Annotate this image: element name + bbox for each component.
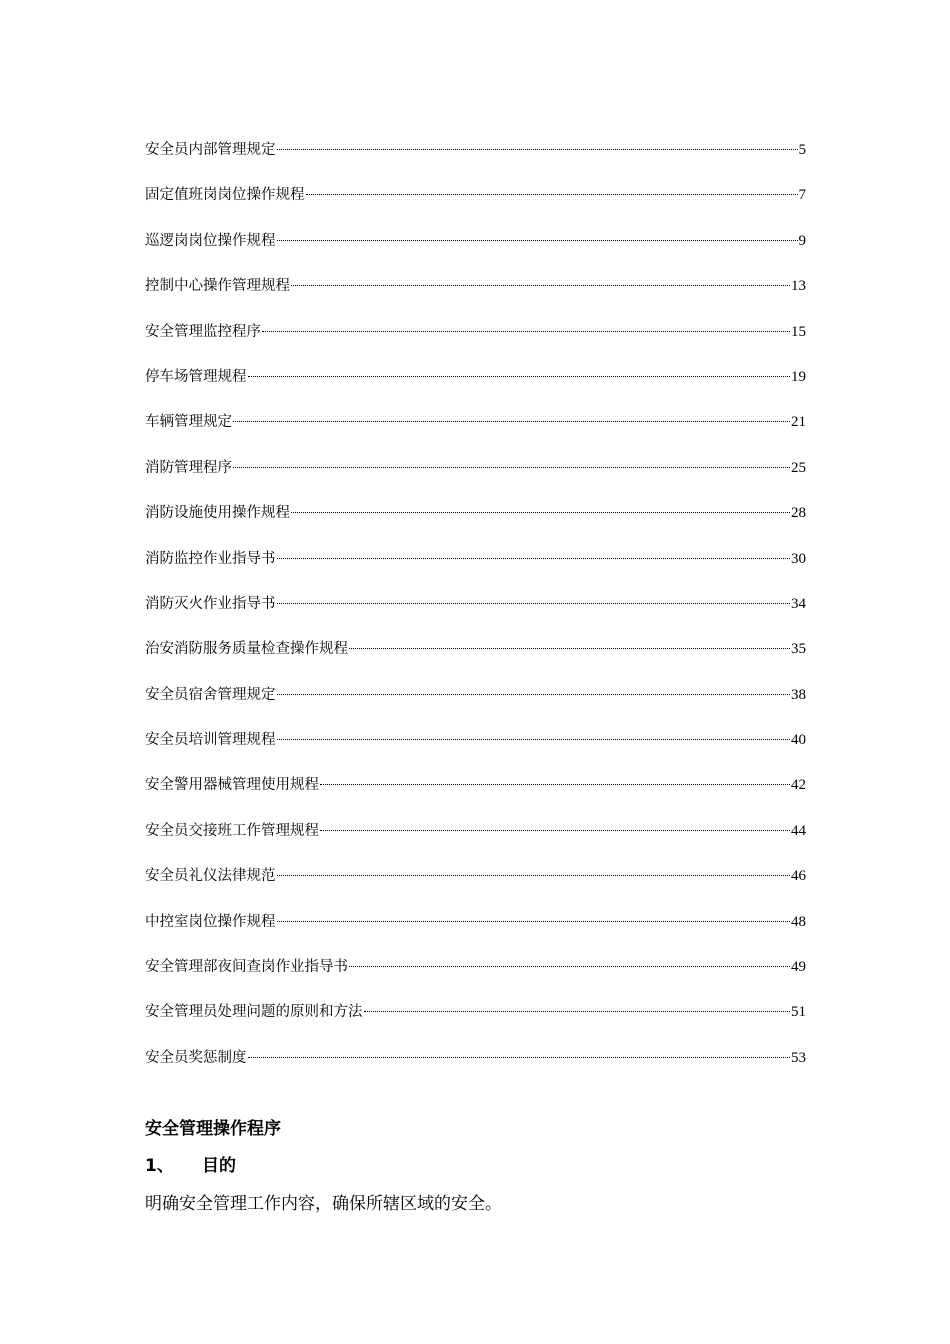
- toc-entry-title: 巡逻岗岗位操作规程: [145, 232, 276, 249]
- toc-entry[interactable]: [145, 772, 806, 817]
- toc-leader-dots: [277, 739, 791, 740]
- toc-entry[interactable]: [145, 137, 806, 182]
- toc-leader-dots: [248, 1057, 791, 1058]
- toc-entry[interactable]: [145, 954, 806, 999]
- toc-entry-page: 28: [791, 505, 806, 522]
- toc-entry-page: 19: [791, 368, 806, 385]
- toc-entry-title: 消防监控作业指导书: [145, 550, 276, 567]
- toc-entry-title: 安全员培训管理规程: [145, 732, 276, 749]
- toc-leader-dots: [320, 784, 790, 785]
- toc-leader-dots: [291, 285, 790, 286]
- heading-number: 1、: [145, 1156, 174, 1176]
- toc-entry-page: 13: [791, 278, 806, 295]
- toc-entry-title: 消防设施使用操作规程: [145, 505, 290, 522]
- toc-entry[interactable]: [145, 863, 806, 908]
- toc-entry[interactable]: [145, 319, 806, 364]
- heading-text: 目的: [202, 1156, 236, 1176]
- toc-entry-title: 车辆管理规定: [145, 414, 232, 431]
- toc-entry-title: 安全员奖惩制度: [145, 1049, 247, 1066]
- toc-entry-page: 21: [791, 414, 806, 431]
- toc-entry-page: 53: [791, 1049, 806, 1066]
- toc-entry-page: 38: [791, 686, 806, 703]
- toc-entry-title: 安全管理部夜间查岗作业指导书: [145, 959, 348, 976]
- toc-entry[interactable]: [145, 636, 806, 681]
- toc-entry[interactable]: [145, 682, 806, 727]
- toc-entry[interactable]: [145, 999, 806, 1044]
- toc-entry[interactable]: [145, 455, 806, 500]
- toc-entry-page: 5: [798, 142, 806, 158]
- toc-entry-title: 安全管理监控程序: [145, 323, 261, 340]
- toc-entry[interactable]: [145, 727, 806, 772]
- toc-entry-title: 消防管理程序: [145, 459, 232, 476]
- toc-entry-title: 消防灭火作业指导书: [145, 595, 276, 612]
- section-heading: [145, 1152, 806, 1180]
- toc-leader-dots: [248, 376, 791, 377]
- toc-entry-title: 安全员礼仪法律规范: [145, 868, 276, 885]
- toc-entry-page: 49: [791, 959, 806, 976]
- body-paragraph: 明确安全管理工作内容，确保所辖区域的安全。: [145, 1194, 502, 1214]
- toc-entry-title: 固定值班岗岗位操作规程: [145, 187, 305, 204]
- toc-entry-page: 40: [791, 732, 806, 749]
- toc-entry-title: 治安消防服务质量检查操作规程: [145, 641, 348, 658]
- toc-leader-dots: [320, 830, 790, 831]
- toc-entry-title: 安全管理员处理问题的原则和方法: [145, 1004, 363, 1021]
- toc-entry-title: 安全员宿舍管理规定: [145, 686, 276, 703]
- toc-entry-title: 安全员内部管理规定: [145, 142, 276, 158]
- toc-entry-page: 25: [791, 459, 806, 476]
- toc-entry[interactable]: [145, 546, 806, 591]
- toc-entry-page: 9: [798, 232, 806, 249]
- toc-entry-title: 安全警用器械管理使用规程: [145, 777, 319, 794]
- toc-leader-dots: [233, 467, 790, 468]
- toc-entry-page: 48: [791, 913, 806, 930]
- toc-leader-dots: [277, 921, 791, 922]
- toc-leader-dots: [277, 603, 791, 604]
- toc-leader-dots: [233, 421, 790, 422]
- toc-leader-dots: [277, 694, 791, 695]
- toc-entry[interactable]: [145, 364, 806, 409]
- toc-leader-dots: [262, 331, 790, 332]
- toc-entry[interactable]: [145, 228, 806, 273]
- toc-entry-page: 42: [791, 777, 806, 794]
- toc-entry-page: 35: [791, 641, 806, 658]
- section-title: 安全管理操作程序: [145, 1119, 281, 1139]
- toc-leader-dots: [277, 875, 791, 876]
- toc-entry[interactable]: [145, 273, 806, 318]
- toc-leader-dots: [364, 1011, 791, 1012]
- toc-leader-dots: [277, 558, 791, 559]
- toc-entry[interactable]: [145, 182, 806, 227]
- toc-entry[interactable]: [145, 409, 806, 454]
- toc-entry-page: 34: [791, 595, 806, 612]
- toc-entry-page: 30: [791, 550, 806, 567]
- toc-entry-title: 停车场管理规程: [145, 368, 247, 385]
- toc-entry[interactable]: [145, 1045, 806, 1090]
- toc-entry-title: 中控室岗位操作规程: [145, 913, 276, 930]
- toc-leader-dots: [349, 966, 790, 967]
- toc-leader-dots: [349, 648, 790, 649]
- toc-entry-page: 44: [791, 822, 806, 839]
- table-of-contents: [145, 137, 806, 1090]
- toc-leader-dots: [306, 194, 798, 195]
- toc-entry[interactable]: [145, 500, 806, 545]
- toc-entry-title: 安全员交接班工作管理规程: [145, 822, 319, 839]
- toc-entry[interactable]: [145, 591, 806, 636]
- toc-leader-dots: [291, 512, 790, 513]
- toc-entry-page: 7: [798, 187, 806, 204]
- toc-entry[interactable]: [145, 909, 806, 954]
- toc-leader-dots: [277, 149, 798, 150]
- toc-entry-page: 51: [791, 1004, 806, 1021]
- toc-entry-page: 46: [791, 868, 806, 885]
- toc-leader-dots: [277, 240, 798, 241]
- toc-entry[interactable]: [145, 818, 806, 863]
- toc-entry-title: 控制中心操作管理规程: [145, 278, 290, 295]
- toc-entry-page: 15: [791, 323, 806, 340]
